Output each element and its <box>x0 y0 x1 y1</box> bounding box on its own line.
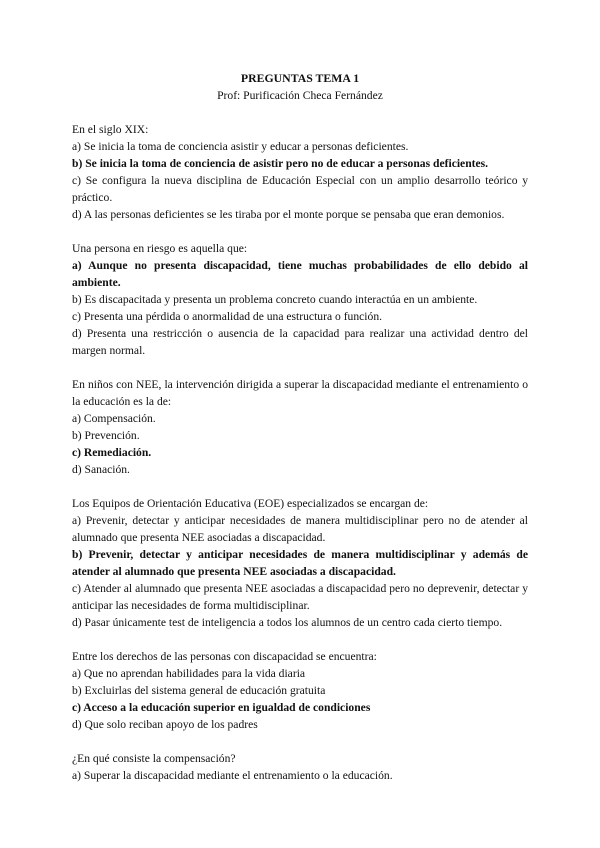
question-2 <box>72 240 528 359</box>
question-option-correct: a) Aunque no presenta discapacidad, tiene muchas probabilidades de ello debido al ambiente. <box>72 259 528 289</box>
question-option: b) Excluirlas del sistema general de educación gratuita <box>72 684 326 697</box>
question-option: c) Presenta una pérdida o anormalidad de una estructura o función. <box>72 310 383 323</box>
document-page <box>72 70 528 801</box>
document-title: PREGUNTAS TEMA 1 <box>240 71 360 85</box>
question-text: Entre los derechos de las personas con discapacidad se encuentra: <box>72 650 377 663</box>
question-text: ¿En qué consiste la compensación? <box>72 752 236 765</box>
question-option: d) Sanación. <box>72 463 130 476</box>
question-option-correct: c) Remediación. <box>72 446 152 459</box>
question-option-correct: b) Se inicia la toma de conciencia de asistir pero no de educar a personas deficientes. <box>72 157 489 170</box>
question-option: a) Compensación. <box>72 412 156 425</box>
question-option: a) Prevenir, detectar y anticipar necesidades de manera multidisciplinar pero no de atender al alumnado que presenta NEE asociadas a discapacidad. <box>72 514 528 544</box>
question-option: b) Es discapacitada y presenta un problema concreto cuando interactúa en un ambiente. <box>72 293 478 306</box>
question-text: En niños con NEE, la intervención dirigida a superar la discapacidad mediante el entrenamiento o la educación es la de: <box>72 378 528 408</box>
question-option-correct: c) Acceso a la educación superior en igualdad de condiciones <box>72 701 371 714</box>
question-option: b) Prevención. <box>72 429 140 442</box>
question-option: a) Se inicia la toma de conciencia asistir y educar a personas deficientes. <box>72 140 409 153</box>
question-option: a) Que no aprendan habilidades para la vida diaria <box>72 667 306 680</box>
question-option: d) Pasar únicamente test de inteligencia a todos los alumnos de un centro cada cierto tiempo. <box>72 616 503 629</box>
question-text: Una persona en riesgo es aquella que: <box>72 242 248 255</box>
question-option: d) Que solo reciban apoyo de los padres <box>72 718 258 731</box>
question-option: d) A las personas deficientes se les tiraba por el monte porque se pensaba que eran demonios. <box>72 208 505 221</box>
question-option-correct: b) Prevenir, detectar y anticipar necesidades de manera multidisciplinar y además de atender al alumnado que presenta NEE asociadas a discapacidad. <box>72 548 528 578</box>
document-header <box>72 70 528 104</box>
question-option: d) Presenta una restricción o ausencia de la capacidad para realizar una actividad dentro del margen normal. <box>72 327 528 357</box>
question-6 <box>72 750 528 784</box>
question-4 <box>72 495 528 631</box>
question-3 <box>72 376 528 478</box>
question-1 <box>72 121 528 223</box>
question-text: En el siglo XIX: <box>72 123 149 136</box>
question-text: Los Equipos de Orientación Educativa (EOE) especializados se encargan de: <box>72 497 429 510</box>
question-option: c) Se configura la nueva disciplina de Educación Especial con un amplio desarrollo teórico y práctico. <box>72 174 528 204</box>
question-5 <box>72 648 528 733</box>
document-author: Prof: Purificación Checa Fernández <box>217 89 383 102</box>
question-option: c) Atender al alumnado que presenta NEE asociadas a discapacidad pero no deprevenir, detectar y anticipar las necesidades de forma multidisciplinar. <box>72 582 528 612</box>
question-option: a) Superar la discapacidad mediante el entrenamiento o la educación. <box>72 769 393 782</box>
